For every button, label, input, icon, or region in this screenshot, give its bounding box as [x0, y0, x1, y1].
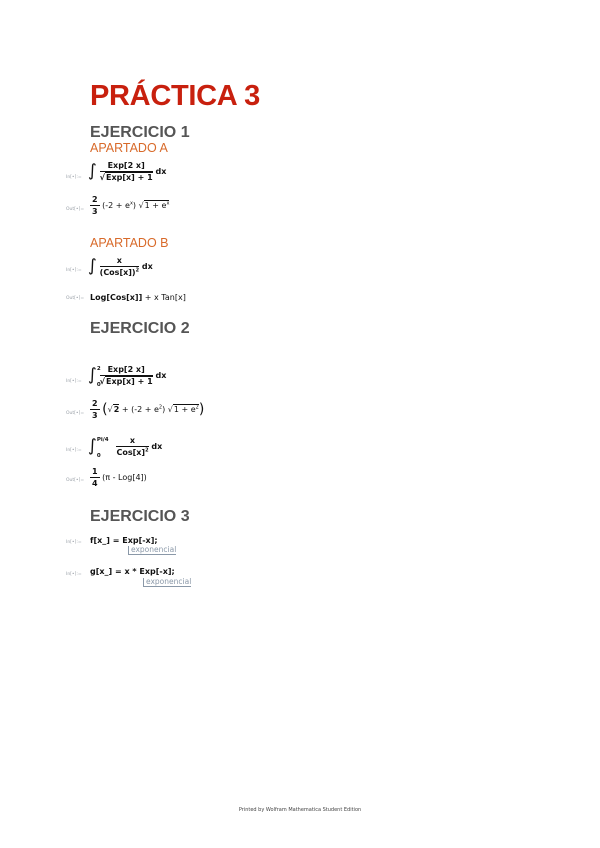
- page-title: PRÁCTICA 3: [90, 80, 260, 112]
- input-label: In[•]:=: [66, 379, 82, 384]
- output-label: Out[•]=: [66, 478, 85, 483]
- input-label: In[•]:=: [66, 572, 82, 577]
- ejercicio2-heading: EJERCICIO 2: [90, 320, 190, 337]
- definite-integral-1-input[interactable]: ∫ 2 0 $\frac{\text{Exp[2 x]}}{\text{√Exp[x] + 1}}$ dx: [88, 365, 167, 388]
- output-label: Out[•]=: [66, 207, 85, 212]
- definite-integral-2-input[interactable]: ∫ Pi/4 0 $\frac{x}{Cos[x]^2}$ dx: [88, 436, 163, 459]
- function-f-input[interactable]: f[x_] = Exp[-x];: [90, 536, 158, 545]
- integral-b-output: Log[Cos[x]] + x Tan[x]: [90, 293, 186, 302]
- autocomplete-hint: exponencial: [143, 578, 191, 587]
- fraction: $\frac{\text{Exp[2 x]}}{\text{√Exp[x] + 1}}$: [99, 161, 153, 183]
- integral-sign-icon: ∫: [88, 256, 97, 277]
- ejercicio1-heading: EJERCICIO 1: [90, 124, 190, 141]
- integral-b-input[interactable]: ∫ $\frac{x}{(Cos[x])^2}$ dx: [88, 256, 153, 278]
- ejercicio3-heading: EJERCICIO 3: [90, 508, 190, 525]
- definite-integral-1-output: $\frac{2}{3}$ ($√2 + (-2 + e^2)$ $√1 + e^2$): [92, 399, 205, 421]
- integral-sign-icon: ∫: [88, 365, 97, 386]
- autocomplete-hint: exponencial: [128, 546, 176, 555]
- apartado-a-heading: APARTADO A: [90, 141, 168, 155]
- integral-sign-icon: ∫: [88, 161, 97, 182]
- input-label: In[•]:=: [66, 448, 82, 453]
- integral-sign-icon: ∫: [88, 436, 97, 457]
- input-label: In[•]:=: [66, 540, 82, 545]
- input-label: In[•]:=: [66, 175, 82, 180]
- definite-integral-2-output: $\frac{1}{4}$ (π - Log[4]): [92, 467, 147, 489]
- output-label: Out[•]=: [66, 411, 85, 416]
- function-g-input[interactable]: g[x_] = x * Exp[-x];: [90, 567, 175, 576]
- integral-a-output: $\frac{2}{3}$ $(-2 + e^x)$ $√1 + e^x$: [92, 195, 170, 217]
- output-label: Out[•]=: [66, 296, 85, 301]
- print-footer: Printed by Wolfram Mathematica Student Edition: [238, 807, 362, 813]
- input-label: In[•]:=: [66, 268, 82, 273]
- integral-a-input[interactable]: ∫ $\frac{\text{Exp[2 x]}}{\text{√Exp[x] + 1}}$ dx: [88, 161, 167, 183]
- apartado-b-heading: APARTADO B: [90, 236, 169, 250]
